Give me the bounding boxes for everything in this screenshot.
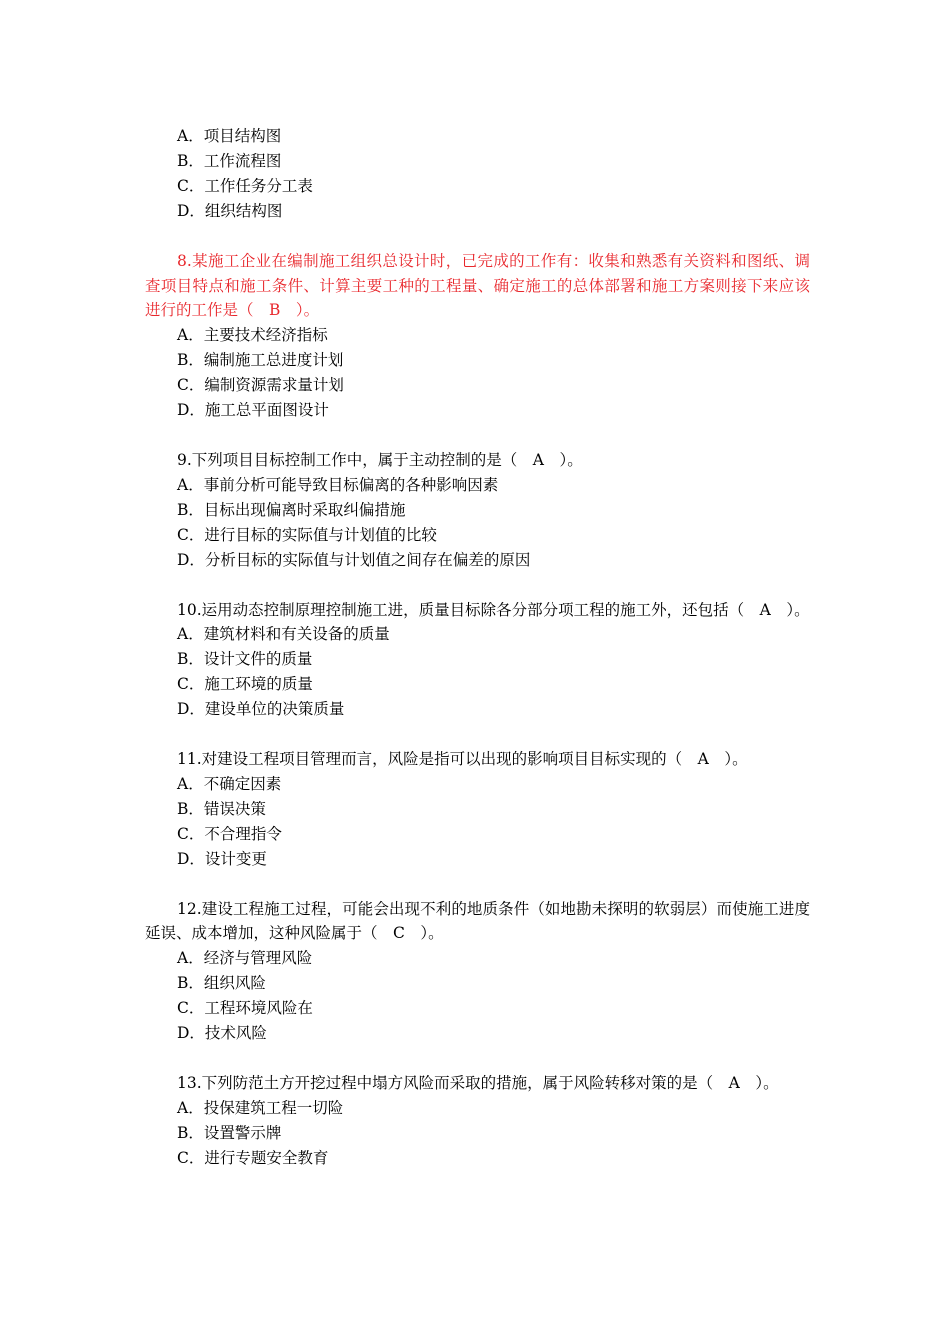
question-block bbox=[145, 249, 810, 423]
question-block bbox=[145, 598, 810, 723]
option-a: A．不确定因素 bbox=[177, 774, 282, 793]
question-block bbox=[145, 124, 810, 224]
option-d: D．分析目标的实际值与计划值之间存在偏差的原因 bbox=[177, 550, 531, 569]
option-b: B．工作流程图 bbox=[177, 151, 282, 170]
option-a: A．投保建筑工程一切险 bbox=[177, 1098, 344, 1117]
option-b: B．组织风险 bbox=[177, 974, 266, 993]
question-text: 13.下列防范土方开挖过程中塌方风险而采取的措施，属于风险转移对策的是（ A ）。 bbox=[177, 1074, 779, 1092]
option-b: B．设计文件的质量 bbox=[177, 650, 313, 669]
question-text: 12.建设工程施工过程，可能会出现不利的地质条件（如地勘未探明的软弱层）而使施工进度延误、成本增加，这种风险属于（ C ）。 bbox=[145, 899, 810, 943]
option-c: C．施工环境的质量 bbox=[177, 675, 313, 694]
option-d: D．设计变更 bbox=[177, 849, 267, 868]
option-d: D．施工总平面图设计 bbox=[177, 401, 329, 420]
document-page bbox=[145, 124, 810, 1171]
option-b: B．目标出现偏离时采取纠偏措施 bbox=[177, 500, 406, 519]
option-c: C．进行专题安全教育 bbox=[177, 1148, 329, 1167]
option-d: D．建设单位的决策质量 bbox=[177, 700, 345, 719]
option-b: B．编制施工总进度计划 bbox=[177, 351, 344, 370]
option-a: A．项目结构图 bbox=[177, 127, 282, 145]
question-block bbox=[145, 448, 810, 573]
option-d: D．技术风险 bbox=[177, 1024, 267, 1043]
option-a: A．主要技术经济指标 bbox=[177, 326, 328, 345]
question-text: 11.对建设工程项目管理而言，风险是指可以出现的影响项目目标实现的（ A ）。 bbox=[177, 750, 748, 769]
question-text: 9.下列项目目标控制工作中，属于主动控制的是（ A ）。 bbox=[177, 450, 583, 469]
option-a: A．事前分析可能导致目标偏离的各种影响因素 bbox=[177, 475, 499, 494]
option-b: B．设置警示牌 bbox=[177, 1123, 282, 1142]
option-b: B．错误决策 bbox=[177, 799, 266, 818]
question-block bbox=[145, 897, 810, 1046]
question-text: 10.运用动态控制原理控制施工进，质量目标除各分部分项工程的施工外，还包括（ A ）。 bbox=[177, 600, 810, 619]
question-block bbox=[145, 1071, 810, 1171]
option-c: C．不合理指令 bbox=[177, 824, 282, 843]
option-d: D．组织结构图 bbox=[177, 201, 283, 220]
option-c: C．工程环境风险在 bbox=[177, 999, 313, 1018]
option-c: C．工作任务分工表 bbox=[177, 176, 313, 195]
option-c: C．进行目标的实际值与计划值的比较 bbox=[177, 525, 437, 544]
option-c: C．编制资源需求量计划 bbox=[177, 376, 344, 395]
option-a: A．建筑材料和有关设备的质量 bbox=[177, 625, 390, 644]
question-block bbox=[145, 747, 810, 872]
option-a: A．经济与管理风险 bbox=[177, 949, 313, 968]
question-text: 8.某施工企业在编制施工组织总设计时，已完成的工作有：收集和熟悉有关资料和图纸、调查项目特点和施工条件、计算主要工种的工程量、确定施工的总体部署和施工方案则接下来应该进行的工作是（ B ）。 bbox=[145, 251, 810, 320]
